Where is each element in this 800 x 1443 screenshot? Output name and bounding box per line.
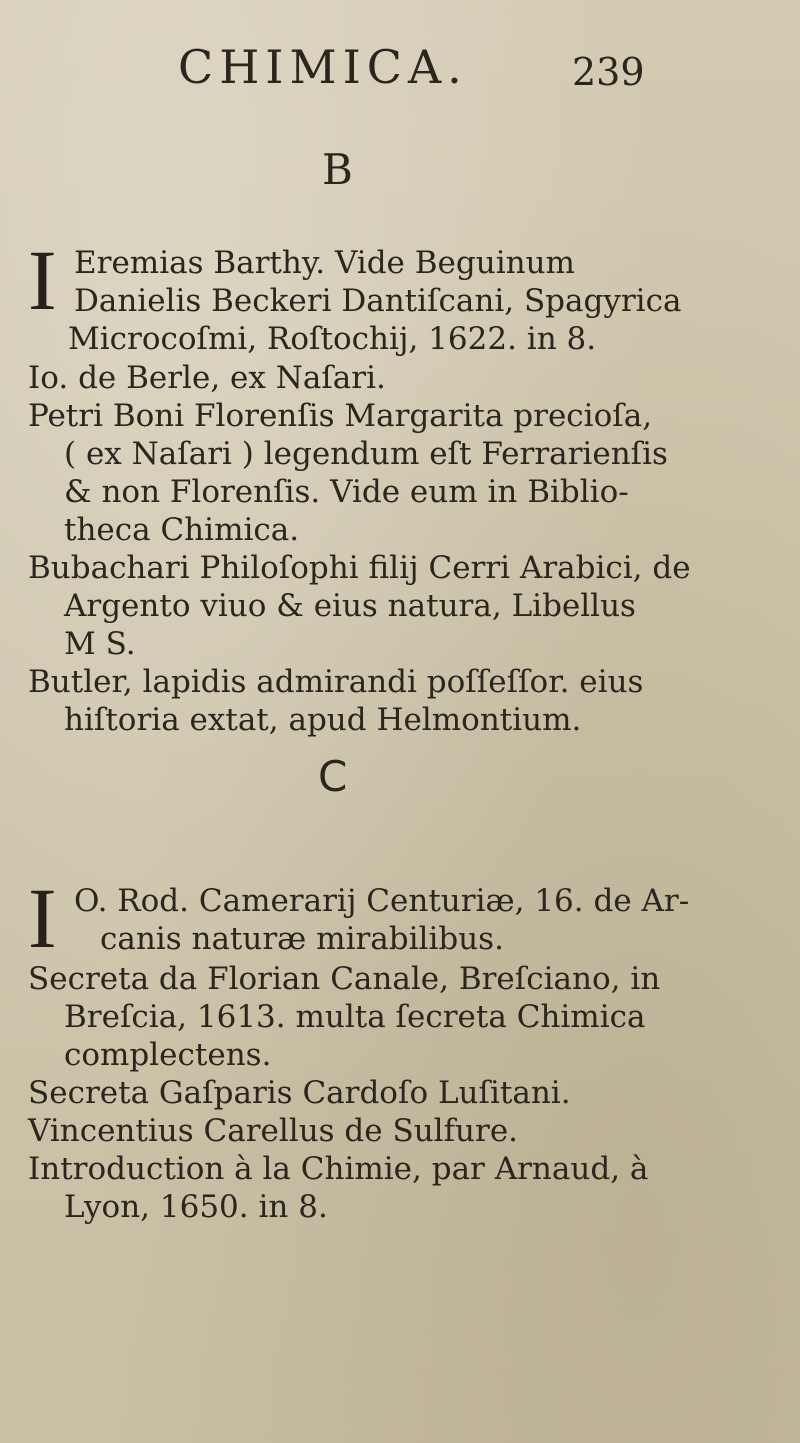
dropcap-c: I	[28, 870, 57, 966]
section-letter-b: B	[322, 145, 353, 194]
entry-line: Butler, lapidis admirandi poſſeſſor. eius	[28, 664, 644, 700]
entry-line: Io. de Berle, ex Naſari.	[28, 360, 386, 396]
entry-line: theca Chimica.	[64, 512, 300, 548]
entry-line: Secreta Gaſparis Cardoſo Luſitani.	[28, 1075, 571, 1111]
entry-line: Danielis Beckeri Dantiſcani, Spagyrica	[74, 283, 682, 319]
entry-barthy-beckeri	[68, 244, 800, 358]
entry-line: complectens.	[64, 1037, 272, 1073]
entry-bubachari	[28, 549, 768, 663]
entry-line: Secreta da Florian Canale, Breſciano, in	[28, 961, 661, 997]
entry-line: Introduction à la Chimie, par Arnaud, à	[28, 1151, 649, 1187]
entry-canale	[28, 960, 768, 1074]
entry-berle	[28, 359, 768, 397]
running-head: CHIMICA.	[178, 40, 468, 94]
entry-carellus	[28, 1112, 768, 1150]
entry-line: hiſtoria extat, apud Helmontium.	[64, 702, 582, 738]
dropcap-b: I	[28, 232, 57, 328]
entry-line: Lyon, 1650. in 8.	[64, 1189, 328, 1225]
entry-boni	[28, 397, 768, 549]
entry-line: Vincentius Carellus de Sulfure.	[28, 1113, 519, 1149]
entry-line: Petri Boni Florenſis Margarita precioſa,	[28, 398, 653, 434]
entry-line: Eremias Barthy. Vide Beguinum	[74, 245, 575, 281]
section-letter-c: C	[318, 752, 348, 801]
entry-camerarij	[74, 882, 800, 958]
page-number: 239	[572, 50, 645, 94]
entry-line: Argento viuo & eius natura, Libellus	[64, 588, 636, 624]
entry-line: & non Florenſis. Vide eum in Biblio-	[64, 474, 629, 510]
entry-line: ( ex Naſari ) legendum eſt Ferrarienſis	[64, 436, 668, 472]
entry-cardoso	[28, 1074, 768, 1112]
entry-butler	[28, 663, 768, 739]
entry-line: M S.	[64, 626, 136, 662]
entry-arnaud	[28, 1150, 768, 1226]
entry-line: Microcoſmi, Roſtochij, 1622. in 8.	[68, 321, 597, 357]
entry-line: Bubachari Philoſophi filij Cerri Arabici, de	[28, 550, 691, 586]
entry-line: Breſcia, 1613. multa ſecreta Chimica	[64, 999, 646, 1035]
entry-line: canis naturæ mirabilibus.	[100, 921, 504, 957]
entry-line: O. Rod. Camerarij Centuriæ, 16. de Ar-	[74, 883, 690, 919]
